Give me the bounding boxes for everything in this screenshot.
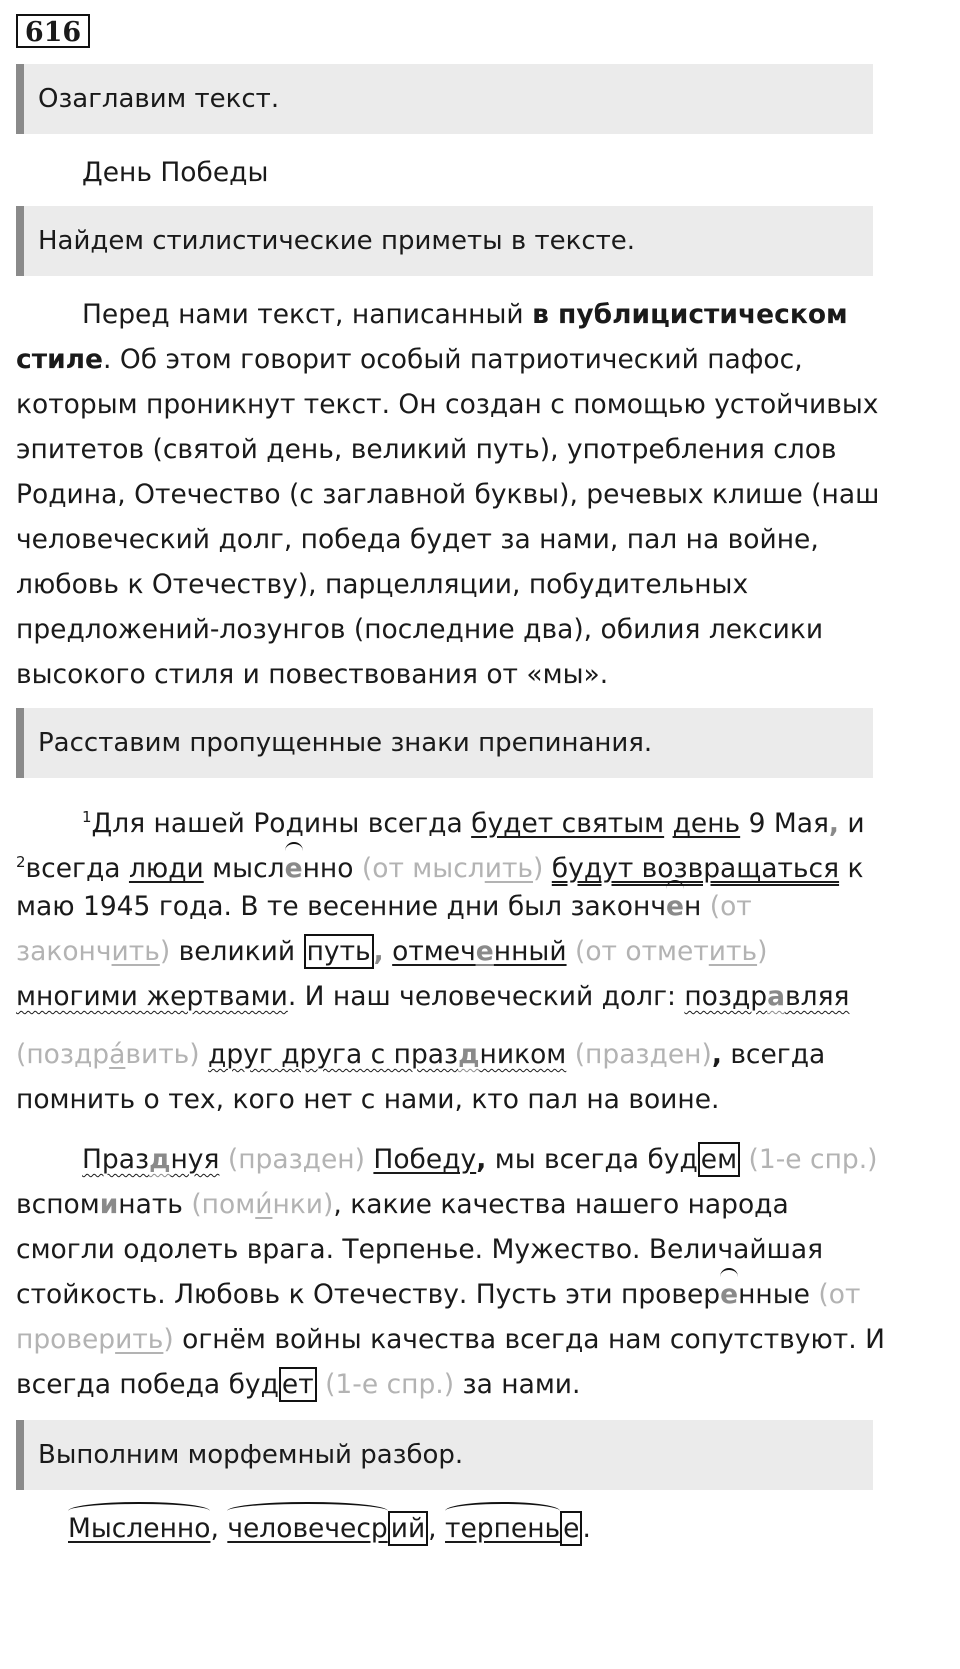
morpheme-analysis: Мысленно, человечеср ий , терпень е . bbox=[68, 1513, 591, 1544]
section-header-punctuation: Расставим пропущенные знаки препинания. bbox=[16, 708, 873, 778]
section-header-title: Озаглавим текст. bbox=[16, 64, 873, 134]
exercise-number: 616 bbox=[16, 14, 90, 48]
section-header-style: Найдем стилистические приметы в тексте. bbox=[16, 206, 873, 276]
section-header-morpheme: Выполним морфемный разбор. bbox=[16, 1420, 873, 1490]
text-title: День Победы bbox=[82, 157, 269, 188]
